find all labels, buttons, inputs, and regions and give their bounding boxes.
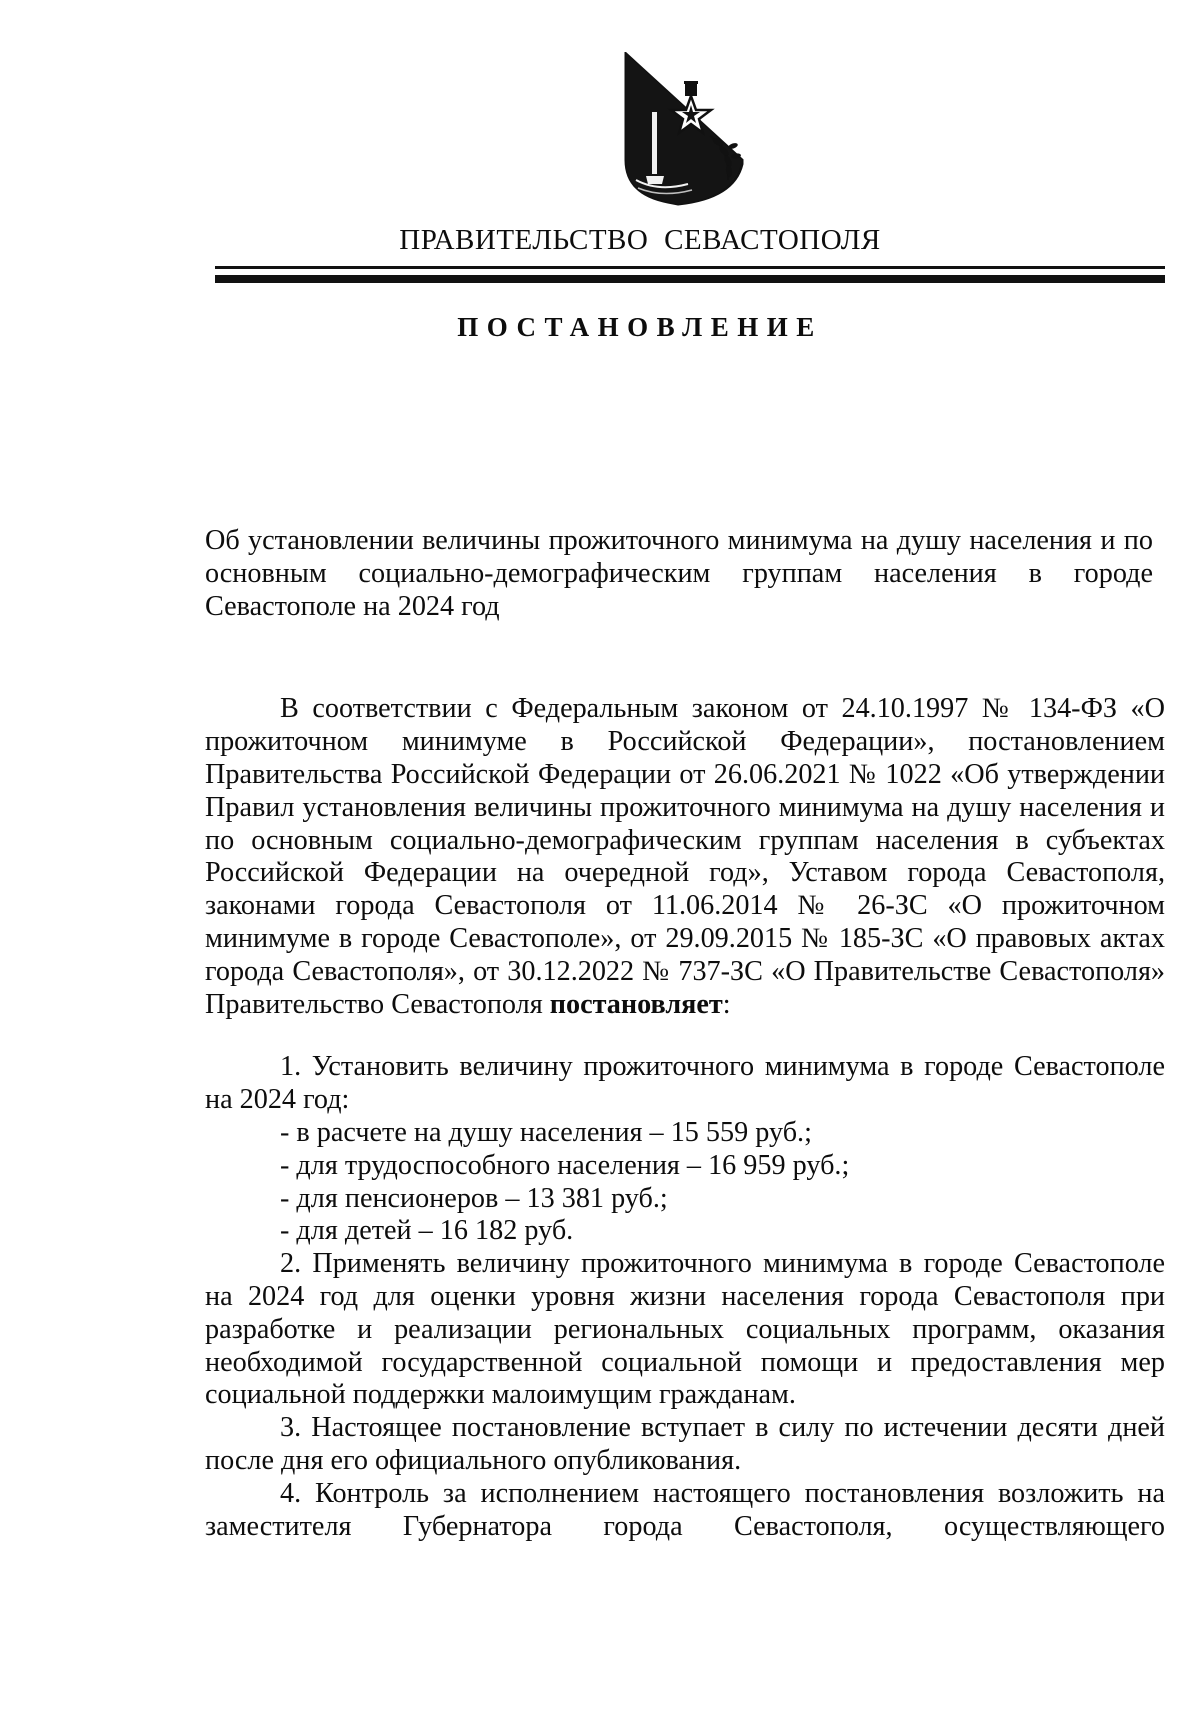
document-subject: Об установлении величины прожиточного минимума на душу населения и по основным социально-демографическим группам населения в городе Севастополе на 2024 год <box>205 525 1153 622</box>
item-4: 4. Контроль за исполнением настоящего постановления возложить на заместителя Губернатора города Севастополя, осуществляющего <box>205 1477 1165 1542</box>
item-1: 1. Установить величину прожиточного минимума в городе Севастополе на 2024 год: <box>205 1051 1165 1116</box>
item-1-subitem: - в расчете на душу населения – 15 559 руб.; <box>280 1116 812 1148</box>
preamble-colon: : <box>722 988 731 1020</box>
sevastopol-coat-of-arms-emblem <box>618 52 758 212</box>
document-type-title: ПОСТАНОВЛЕНИЕ <box>457 312 823 342</box>
header-rule-thick <box>215 275 1165 283</box>
header-rule-thin <box>215 266 1165 269</box>
preamble-text: В соответствии с Федеральным законом от 24.10.1997 № 134-ФЗ «О прожиточном минимуме в Российской Федерации», постановлением Правительства Российской Федерации от 26.06.2021 № 1022 «Об утверждении Правил установления величины прожиточного минимума на душу населения и по основным социально-демографическим группам населения в субъектах Российской Федерации на очередной год», Уставом города Севастополя, законами города Севастополя от 11.06.2014 № 26-ЗС «О прожиточном минимуме в городе Севастополе», от 29.09.2015 № 185-ЗС «О правовых актах города Севастополя», от 30.12.2022 № 737-ЗС «О Правительстве Севастополя» Правительство Севастополя <box>205 693 1165 1020</box>
item-2: 2. Применять величину прожиточного минимума в городе Севастополе на 2024 год для оценки уровня жизни населения города Севастополя при разработке и реализации региональных социальных программ, оказания необходимой государственной социальной помощи и предоставления мер социальной поддержки малоимущим гражданам. <box>205 1248 1165 1411</box>
organization-name: ПРАВИТЕЛЬСТВО СЕВАСТОПОЛЯ <box>399 224 881 256</box>
item-1-subitem: - для трудоспособного населения – 16 959 руб.; <box>280 1149 850 1181</box>
item-1-subitem: - для пенсионеров – 13 381 руб.; <box>280 1182 668 1214</box>
item-1-subitem: - для детей – 16 182 руб. <box>280 1215 574 1247</box>
preamble-paragraph <box>205 693 1165 1021</box>
document-body <box>205 525 1165 1543</box>
item-3: 3. Настоящее постановление вступает в силу по истечении десяти дней после дня его официального опубликования. <box>205 1412 1165 1476</box>
preamble-verb: постановляет <box>549 988 723 1020</box>
